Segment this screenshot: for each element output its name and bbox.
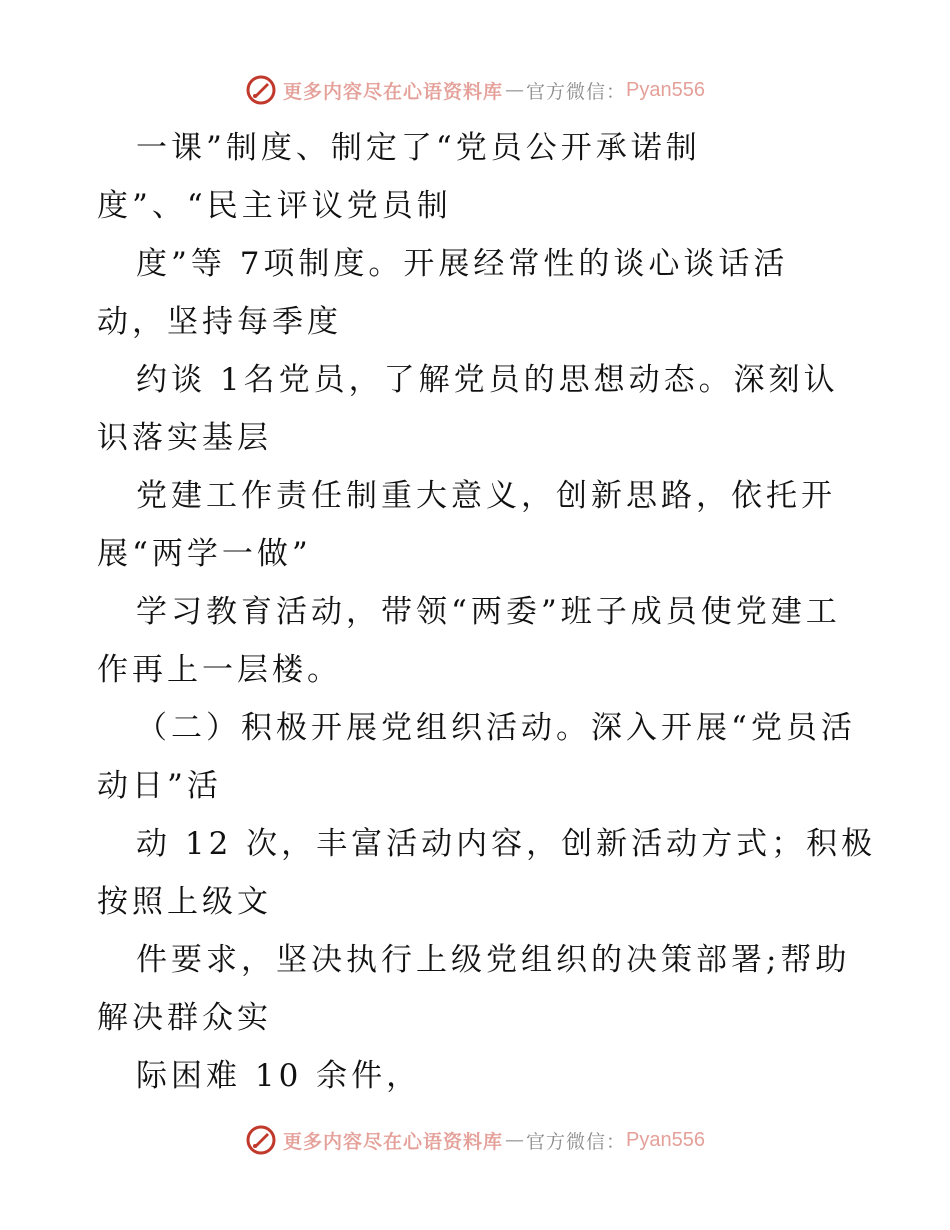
brand-logo-icon — [245, 1124, 277, 1156]
body-line-4: 动，坚持每季度 — [97, 304, 342, 340]
watermark-wechat-id: Pyan556 — [626, 78, 705, 101]
body-line-8: 展“两学一做” — [97, 536, 312, 572]
watermark-official-label: 官方微信： — [526, 1130, 627, 1153]
body-line-3: 度”等 7项制度。开展经常性的谈心谈话活 — [136, 246, 789, 282]
footer-watermark — [0, 1122, 950, 1158]
body-line-13: 动 12 次，丰富活动内容，创新活动方式；积极 — [136, 826, 877, 862]
watermark-separator: — — [505, 79, 525, 101]
body-line-9: 学习教育活动，带领“两委”班子成员使党建工 — [136, 594, 841, 630]
watermark-official-label: 官方微信： — [526, 80, 627, 103]
body-line-11: （二）积极开展党组织活动。深入开展“党员活 — [136, 710, 856, 746]
body-line-7: 党建工作责任制重大意义，创新思路，依托开 — [136, 478, 836, 514]
header-watermark — [0, 72, 950, 108]
body-line-17: 际困难 10 余件， — [136, 1058, 422, 1094]
watermark-separator: — — [505, 1129, 525, 1151]
body-line-1: 一课”制度、制定了“党员公开承诺制 — [136, 130, 701, 166]
brand-logo-icon — [245, 74, 277, 106]
body-line-5: 约谈 1名党员，了解党员的思想动态。深刻认 — [136, 362, 839, 398]
body-line-15: 件要求，坚决执行上级党组织的决策部署;帮助 — [136, 942, 851, 978]
watermark-text: 更多内容尽在心语资料库 — [283, 80, 504, 103]
watermark-text: 更多内容尽在心语资料库 — [283, 1130, 504, 1153]
body-line-14: 按照上级文 — [97, 884, 272, 920]
watermark-wechat-id: Pyan556 — [626, 1128, 705, 1151]
body-line-12: 动日”活 — [97, 768, 222, 804]
body-line-6: 识落实基层 — [97, 420, 272, 456]
body-line-2: 度”、“民主评议党员制 — [97, 188, 452, 224]
body-line-16: 解决群众实 — [97, 1000, 272, 1036]
body-line-10: 作再上一层楼。 — [97, 652, 342, 688]
